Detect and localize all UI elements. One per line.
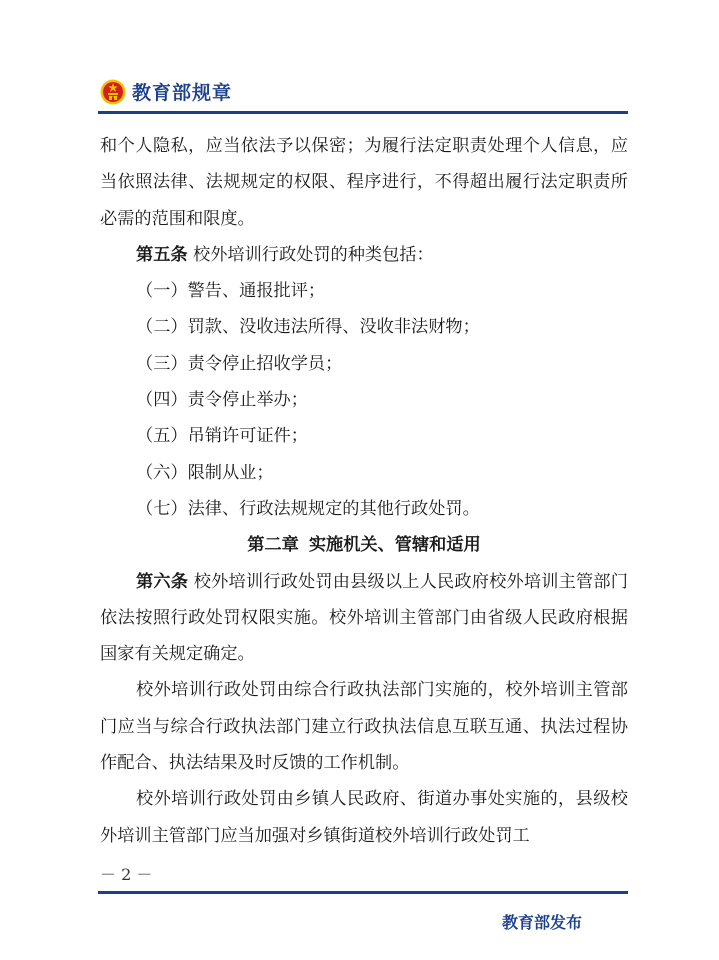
chapter-heading xyxy=(100,527,628,563)
article-6-label: 第六条 xyxy=(136,571,189,592)
list-item: （七）法律、行政法规规定的其他行政处罚。 xyxy=(136,498,480,519)
article-5-label: 第五条 xyxy=(136,244,188,265)
page-number: － 2 － xyxy=(100,865,153,884)
list-item: （五）吊销许可证件； xyxy=(136,426,308,447)
list-item: （一）警告、通报批评； xyxy=(136,281,326,302)
document-body xyxy=(100,128,628,854)
chapter-number: 第二章 xyxy=(247,535,299,556)
article-5 xyxy=(100,237,628,273)
article-6-text: 校外培训行政处罚由县级以上人民政府校外培训主管部门依法按照行政处罚权限实施。校外培训主管部门由省级人民政府根据国家有关规定确定。 xyxy=(100,571,628,665)
publisher-label: 教育部发布 xyxy=(502,913,583,932)
footer-divider xyxy=(98,891,628,894)
header-divider xyxy=(98,111,628,114)
list-item: （六）限制从业； xyxy=(136,462,274,483)
paragraph: 校外培训行政处罚由乡镇人民政府、街道办事处实施的，县级校外培训主管部门应当加强对乡镇街道校外培训行政处罚工 xyxy=(100,789,628,846)
article-5-text: 校外培训行政处罚的种类包括： xyxy=(193,244,434,265)
list-item: （三）责令停止招收学员； xyxy=(136,353,343,374)
paragraph: 校外培训行政处罚由综合行政执法部门实施的，校外培训主管部门应当与综合行政执法部门建立行政执法信息互联互通、执法过程协作配合、执法结果及时反馈的工作机制。 xyxy=(100,680,628,774)
national-emblem-icon xyxy=(100,79,126,105)
article-6 xyxy=(100,564,628,673)
chapter-title: 实施机关、管辖和适用 xyxy=(308,535,481,556)
list-item: （四）责令停止举办； xyxy=(136,390,308,411)
header-title: 教育部规章 xyxy=(132,82,233,104)
list-item: （二）罚款、没收违法所得、没收非法财物； xyxy=(136,317,480,338)
page-header xyxy=(100,78,232,105)
paragraph-continued: 和个人隐私，应当依法予以保密；为履行法定职责处理个人信息，应当依照法律、法规规定的权限、程序进行，不得超出履行法定职责所必需的范围和限度。 xyxy=(100,136,628,229)
